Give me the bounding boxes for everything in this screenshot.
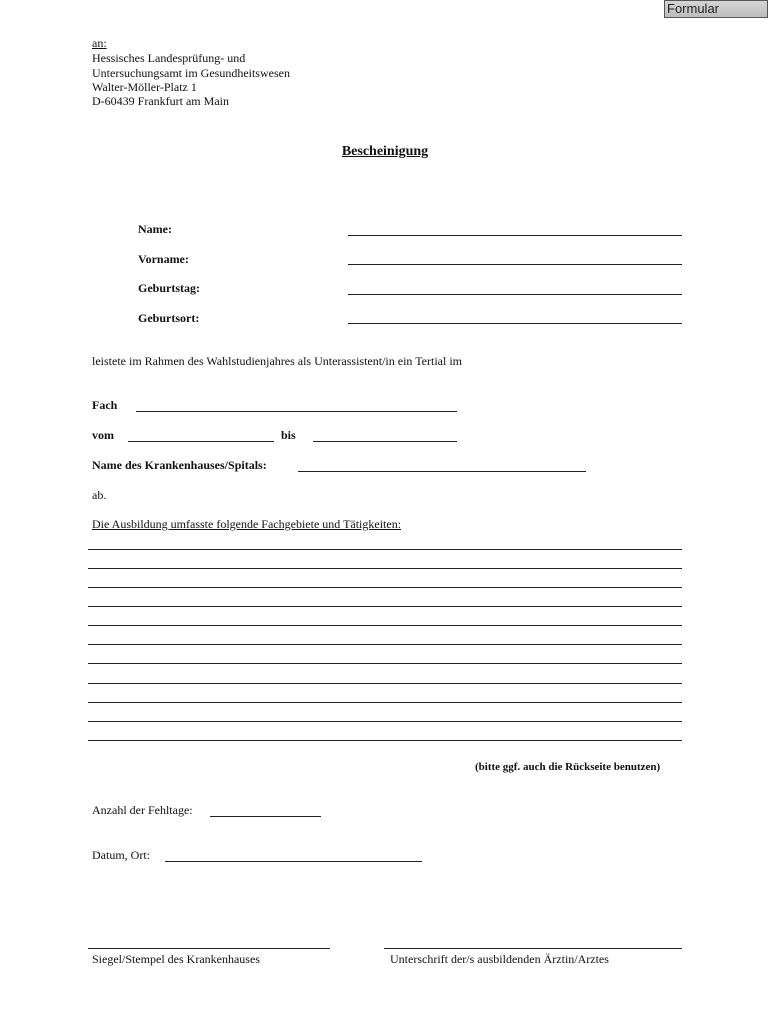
training-line-10[interactable] bbox=[88, 721, 682, 722]
ab-text: ab. bbox=[92, 488, 107, 502]
signature-label: Unterschrift der/s ausbildenden Ärztin/Arztes bbox=[390, 952, 609, 966]
name-field-line[interactable] bbox=[348, 235, 682, 236]
training-line-7[interactable] bbox=[88, 663, 682, 664]
training-line-11[interactable] bbox=[88, 740, 682, 741]
address-line-4: D-60439 Frankfurt am Main bbox=[92, 94, 229, 108]
bis-field-line[interactable] bbox=[313, 441, 457, 442]
form-badge: Formular bbox=[664, 0, 768, 18]
vorname-label: Vorname: bbox=[138, 252, 189, 266]
training-heading: Die Ausbildung umfasste folgende Fachgebiete und Tätigkeiten: bbox=[92, 517, 402, 531]
training-line-2[interactable] bbox=[88, 568, 682, 569]
geburtsort-label: Geburtsort: bbox=[138, 311, 200, 325]
date-place-label: Datum, Ort: bbox=[92, 848, 150, 862]
fach-field-line[interactable] bbox=[136, 411, 457, 412]
training-line-1[interactable] bbox=[88, 549, 682, 550]
training-line-9[interactable] bbox=[88, 702, 682, 703]
page-title: Bescheinigung bbox=[341, 144, 429, 159]
seal-label: Siegel/Stempel des Krankenhauses bbox=[92, 952, 260, 966]
date-place-field-line[interactable] bbox=[165, 861, 422, 862]
bis-label: bis bbox=[281, 428, 296, 442]
intro-text: leistete im Rahmen des Wahlstudienjahres als Unterassistent/in ein Tertial im bbox=[92, 354, 463, 368]
address-to-label: an: bbox=[92, 36, 107, 50]
training-line-5[interactable] bbox=[88, 625, 682, 626]
geburtsort-field-line[interactable] bbox=[348, 323, 682, 324]
address-line-2: Untersuchungsamt im Gesundheitswesen bbox=[92, 66, 290, 80]
training-line-4[interactable] bbox=[88, 606, 682, 607]
signature-field-line[interactable] bbox=[384, 948, 682, 949]
vom-field-line[interactable] bbox=[128, 441, 274, 442]
hospital-field-line[interactable] bbox=[298, 471, 586, 472]
address-line-3: Walter-Möller-Platz 1 bbox=[92, 80, 197, 94]
name-label: Name: bbox=[138, 222, 172, 236]
seal-field-line[interactable] bbox=[88, 948, 330, 949]
absence-days-label: Anzahl der Fehltage: bbox=[92, 803, 193, 817]
training-line-3[interactable] bbox=[88, 587, 682, 588]
vorname-field-line[interactable] bbox=[348, 264, 682, 265]
hospital-label: Name des Krankenhauses/Spitals: bbox=[92, 458, 267, 472]
reverse-side-note: (bitte ggf. auch die Rückseite benutzen) bbox=[475, 761, 661, 773]
geburtstag-field-line[interactable] bbox=[348, 294, 682, 295]
fach-label: Fach bbox=[92, 398, 118, 412]
address-line-1: Hessisches Landesprüfung- und bbox=[92, 51, 246, 65]
vom-label: vom bbox=[92, 428, 114, 442]
training-line-6[interactable] bbox=[88, 644, 682, 645]
training-line-8[interactable] bbox=[88, 683, 682, 684]
absence-days-field-line[interactable] bbox=[210, 816, 321, 817]
geburtstag-label: Geburtstag: bbox=[138, 281, 200, 295]
